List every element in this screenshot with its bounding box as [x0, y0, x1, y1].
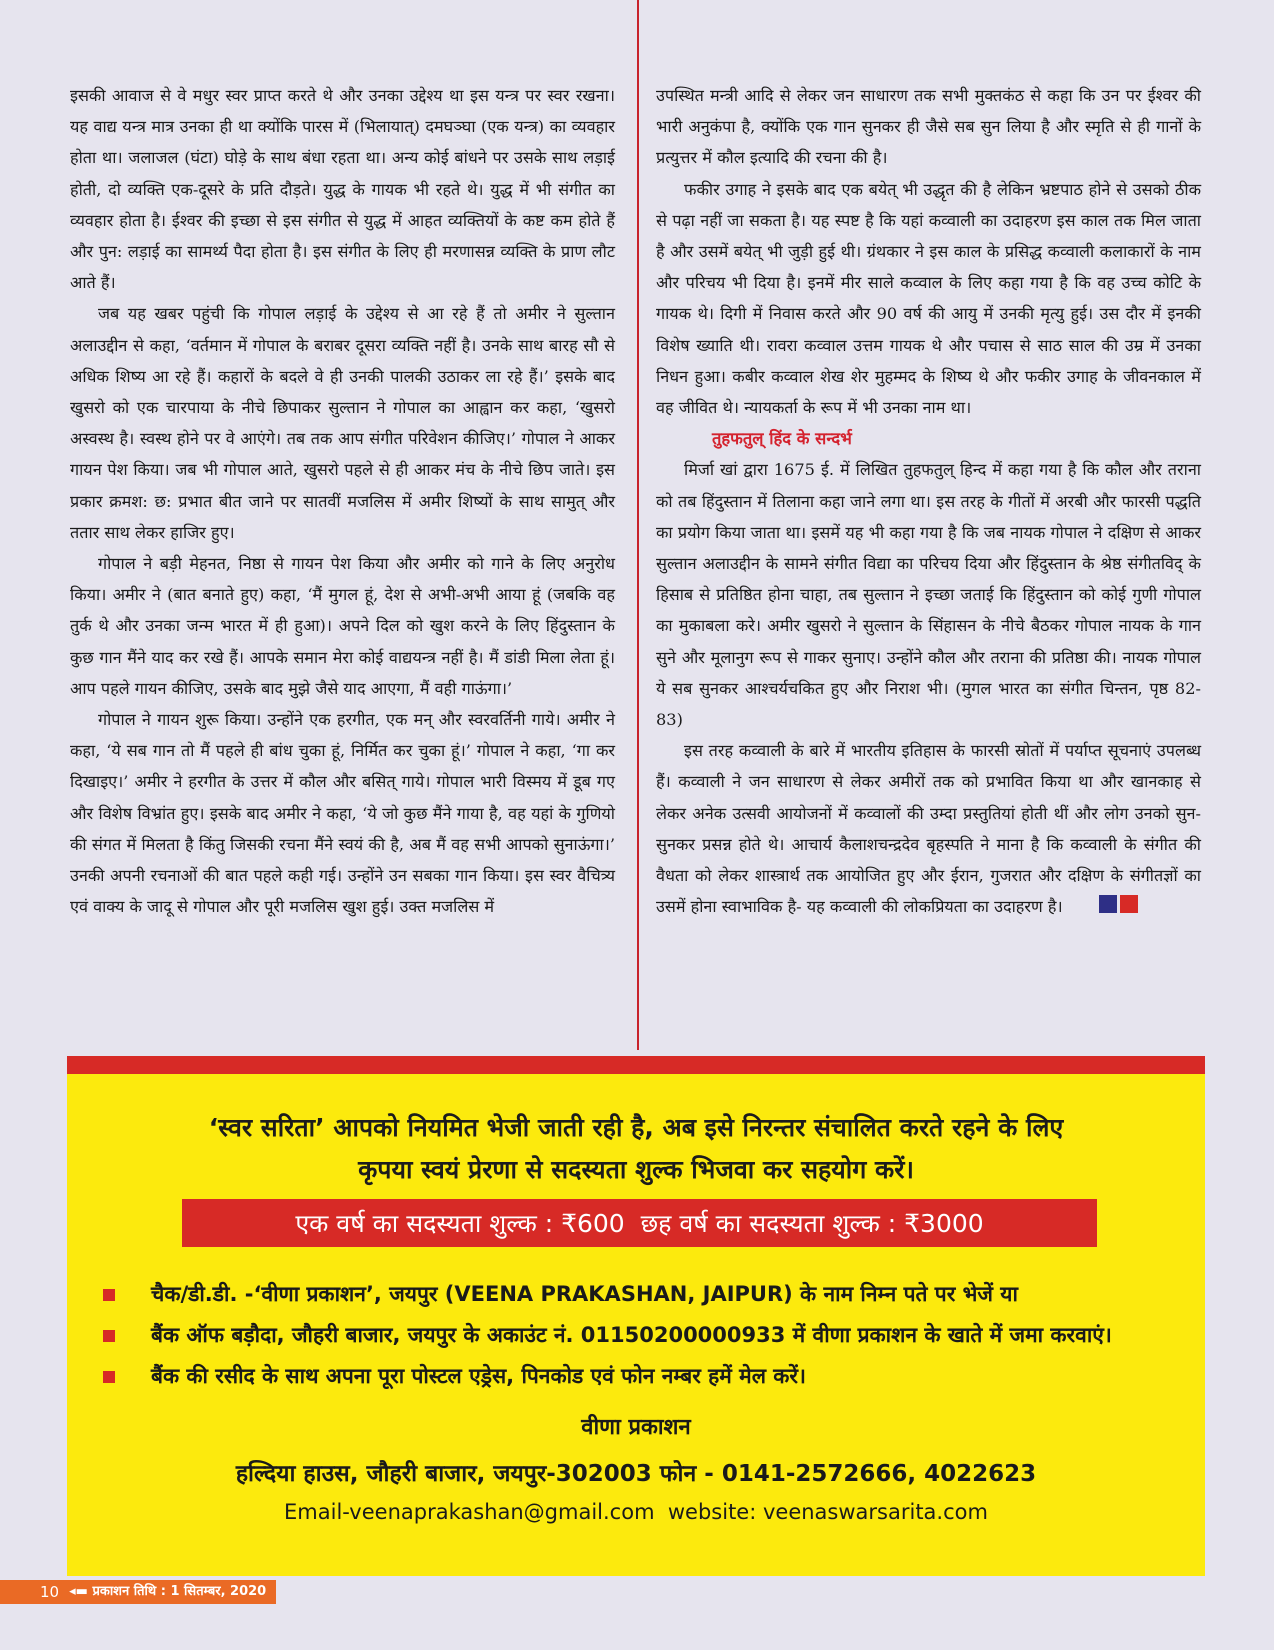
bullet-text: बैंक ऑफ बड़ौदा, जौहरी बाजार, जयपुर के अकाउंट नं. 01150200000933 में वीणा प्रकाशन के खाते में जमा करवाएं। [151, 1323, 1112, 1347]
subscription-box [67, 1056, 1205, 1576]
article-left-column [70, 80, 615, 922]
payment-instructions [99, 1274, 1112, 1397]
appeal-line-2: कृपया स्वयं प्रेरणा से सदस्यता शुल्क भिजवा कर सहयोग करें। [358, 1155, 914, 1184]
section-subheading: तुहफतुल् हिंद के सन्दर्भ [712, 429, 852, 449]
fee-bar [182, 1199, 1097, 1247]
article-paragraph: मिर्जा खां द्वारा 1675 ई. में लिखित तुहफतुल् हिन्द में कहा गया है कि कौल और तराना को तब हिंदुस्तान में तिलाना कहा जाने लगा था। इस तरह के गीतों में अरबी और फारसी पद्धति का प्रयोग किया जाता था। इसमें यह भी कहा गया है कि जब नायक गोपाल ने दक्षिण से आकर सुल्तान अलाउद्दीन के सामने संगीत विद्या का परिचय दिया और हिंदुस्तान के श्रेष्ठ संगीतविद् के हिसाब से प्रतिष्ठित होना चाहा, तब सुल्तान ने इच्छा जताई कि हिंदुस्तान को कोई गुणी गोपाल का मुकाबला करे। अमीर खुसरो ने सुल्तान के सिंहासन के नीचे बैठकर गोपाल नायक के गान सुने और मूलानुग रूप से गाकर सुनाए। उन्होंने कौल और तराना की प्रतिष्ठा की। नायक गोपाल ये सब सुनकर आश्चर्यचकित हुए और निराश भी। (मुगल भारत का संगीत चिन्तन, पृष्ठ 82-83) [656, 460, 1201, 730]
list-item [99, 1274, 1112, 1315]
publisher-name: वीणा प्रकाशन [581, 1415, 691, 1440]
list-item [99, 1315, 1112, 1356]
article-paragraph: फकीर उगाह ने इसके बाद एक बयेत् भी उद्धृत की है लेकिन भ्रष्टपाठ होने से उसको ठीक से पढ़ा नहीं जा सकता है। यह स्पष्ट है कि यहां कव्वाली का उदाहरण इस काल तक मिल जाता है और उसमें बयेत् भी जुड़ी हुई थी। ग्रंथकार ने इस काल के प्रसिद्ध कव्वाली कलाकारों के नाम और परिचय भी दिया है। इनमें मीर साले कव्वाल के लिए कहा गया है कि वह उच्च कोटि के गायक थे। दिगी में निवास करते और 90 वर्ष की आयु में उनकी मृत्यु हुई। उस दौर में इनकी विशेष ख्याति थी। रावरा कव्वाल उत्तम गायक थे और पचास से साठ साल की उम्र में उनका निधन हुआ। कबीर कव्वाल शेख शेर मुहम्मद के शिष्य थे और फकीर उगाह के जीवनकाल में वह जीवित थे। न्यायकर्ता के रूप में भी उनका नाम था। [656, 179, 1201, 418]
box-top-bar [67, 1056, 1205, 1074]
page-footer [0, 1580, 276, 1604]
final-paragraph-text: इस तरह कव्वाली के बारे में भारतीय इतिहास के फारसी स्रोतों में पर्याप्त सूचनाएं उपलब्ध हैं। कव्वाली ने जन साधारण से लेकर अमीरों तक को प्रभावित किया था और खानकाह से लेकर अनेक उत्सवी आयोजनों में कव्वालों की उम्दा प्रस्तुतियां होती थीं और लोग उनको सुन-सुनकर प्रसन्न होते थे। आचार्य कैलाशचन्द्रदेव बृहस्पति ने माना है कि कव्वाली के संगीत की वैधता को लेकर शास्त्रार्थ तक आयोजित हुए और ईरान, गुजरात और दक्षिण के संगीतज्ञों का उसमें होना स्वाभाविक है- यह कव्वाली की लोकप्रियता का उदाहरण है। [656, 741, 1201, 917]
article-paragraph: जब यह खबर पहुंची कि गोपाल लड़ाई के उद्देश्य से आ रहे हैं तो अमीर ने सुल्तान अलाउद्दीन से कहा, ‘वर्तमान में गोपाल के बराबर दूसरा व्यक्ति नहीं है। उनके साथ बारह सौ से अधिक शिष्य आ रहे हैं। कहारों के बदले वे ही उनकी पालकी उठाकर ला रहे हैं।’ इसके बाद खुसरो को एक चारपाया के नीचे छिपाकर सुल्तान ने गोपाल का आह्वान कर कहा, ‘खुसरो अस्वस्थ है। स्वस्थ होने पर वे आएंगे। तब तक आप संगीत परिवेशन कीजिए।’ गोपाल ने आकर गायन पेश किया। जब भी गोपाल आते, खुसरो पहले से ही आकर मंच के नीचे छिप जाते। इस प्रकार क्रमश: छ: प्रभात बीत जाने पर सातवीं मजलिस में अमीर शिष्यों के साथ सामुत् और ततार साथ लेकर हाजिर हुए। [70, 304, 615, 542]
end-mark-red-square [1120, 895, 1138, 913]
end-mark-blue-square [1099, 895, 1117, 913]
publisher-contact: Email-veenaprakashan@gmail.com website: veenaswarsarita.com [284, 1500, 988, 1524]
fee-text: एक वर्ष का सदस्यता शुल्क : ₹600 छह वर्ष का सदस्यता शुल्क : ₹3000 [295, 1209, 984, 1238]
article-paragraph: इसकी आवाज से वे मधुर स्वर प्राप्त करते थे और उनका उद्देश्य था इस यन्त्र पर स्वर रखना। यह वाद्य यन्त्र मात्र उनका ही था क्योंकि पारस में (भिलायात्) दमघञ्घा (एक यन्त्र) का व्यवहार होता था। जलाजल (घंटा) घोड़े के साथ बंधा रहता था। अन्य कोई बांधने पर उसके साथ लड़ाई होती, दो व्यक्ति एक-दूसरे के प्रति दौड़ते। युद्ध के गायक भी रहते थे। युद्ध में भी संगीत का व्यवहार होता है। ईश्वर की इच्छा से इस संगीत से युद्ध में आहत व्यक्तियों के कष्ट कम होते हैं और पुन: लड़ाई का सामर्थ्य पैदा होता है। इस संगीत के लिए ही मरणासन्न व्यक्ति के प्राण लौट आते हैं। [70, 86, 615, 293]
publisher-address: हल्दिया हाउस, जौहरी बाजार, जयपुर-302003 फोन - 0141-2572666, 4022623 [235, 1461, 1037, 1487]
bullet-square-icon [103, 1371, 115, 1383]
arrow-left-icon: ◂▬ [69, 1584, 93, 1599]
publication-date [65, 1580, 276, 1604]
bullet-square-icon [103, 1289, 115, 1301]
list-item [99, 1356, 1112, 1397]
bullet-text: बैंक की रसीद के साथ अपना पूरा पोस्टल एड्रेस, पिनकोड एवं फोन नम्बर हमें मेल करें। [151, 1364, 806, 1388]
article-paragraph: उपस्थित मन्त्री आदि से लेकर जन साधारण तक सभी मुक्तकंठ से कहा कि उन पर ईश्वर की भारी अनुकंपा है, क्योंकि एक गान सुनकर ही जैसे सब सुन लिया है और स्मृति से ही गानों के प्रत्युत्तर में कौल इत्यादि की रचना की है। [656, 86, 1201, 168]
article-paragraph: गोपाल ने बड़ी मेहनत, निष्ठा से गायन पेश किया और अमीर को गाने के लिए अनुरोध किया। अमीर ने (बात बनाते हुए) कहा, ‘मैं मुगल हूं, देश से अभी-अभी आया हूं (जबकि वह तुर्क थे और उनका जन्म भारत में ही हुआ)। अपने दिल को खुश करने के लिए हिंदुस्तान के कुछ गान मैंने याद कर रखे हैं। आपके समान मेरा कोई वाद्ययन्त्र नहीं है। मैं डांडी मिला लेता हूं। आप पहले गायन कीजिए, उसके बाद मुझे जैसे याद आएगा, मैं वही गाऊंगा।’ [70, 554, 615, 698]
end-of-article-mark [1071, 892, 1141, 923]
article-paragraph [656, 735, 1201, 923]
article-right-column [656, 80, 1201, 923]
bullet-square-icon [103, 1330, 115, 1342]
article-paragraph: गोपाल ने गायन शुरू किया। उन्होंने एक हरगीत, एक मन् और स्वरवर्तिनी गाये। अमीर ने कहा, ‘ये सब गान तो मैं पहले ही बांध चुका हूं, निर्मित कर चुका हूं।’ गोपाल ने कहा, ‘गा कर दिखाइए।’ अमीर ने हरगीत के उत्तर में कौल और बसित् गाये। गोपाल भारी विस्मय में डूब गए और विशेष विभ्रांत हुए। इसके बाद अमीर ने कहा, ‘ये जो कुछ मैंने गाया है, वह यहां के गुणियो की संगत में मिलता है किंतु जिसकी रचना मैंने स्वयं की है, अब मैं वह सभी आपको सुनाऊंगा।’ उनकी अपनी रचनाओं की बात पहले कही गई। उन्होंने उन सबका गान किया। इस स्वर वैचित्र्य एवं वाक्य के जादू से गोपाल और पूरी मजलिस खुश हुई। उक्त मजलिस में [70, 710, 615, 917]
publication-date-text: प्रकाशन तिथि : 1 सितम्बर, 2020 [92, 1584, 267, 1599]
page-number: 10 [0, 1580, 65, 1604]
appeal-line-1: ‘स्वर सरिता’ आपको नियमित भेजी जाती रही है, अब इसे निरन्तर संचालित करते रहने के लिए [208, 1113, 1064, 1142]
column-divider [637, 0, 639, 1050]
bullet-text: चैक/डी.डी. -‘वीणा प्रकाशन’, जयपुर (VEENA PRAKASHAN, JAIPUR) के नाम निम्न पते पर भेजें या [151, 1282, 1018, 1306]
